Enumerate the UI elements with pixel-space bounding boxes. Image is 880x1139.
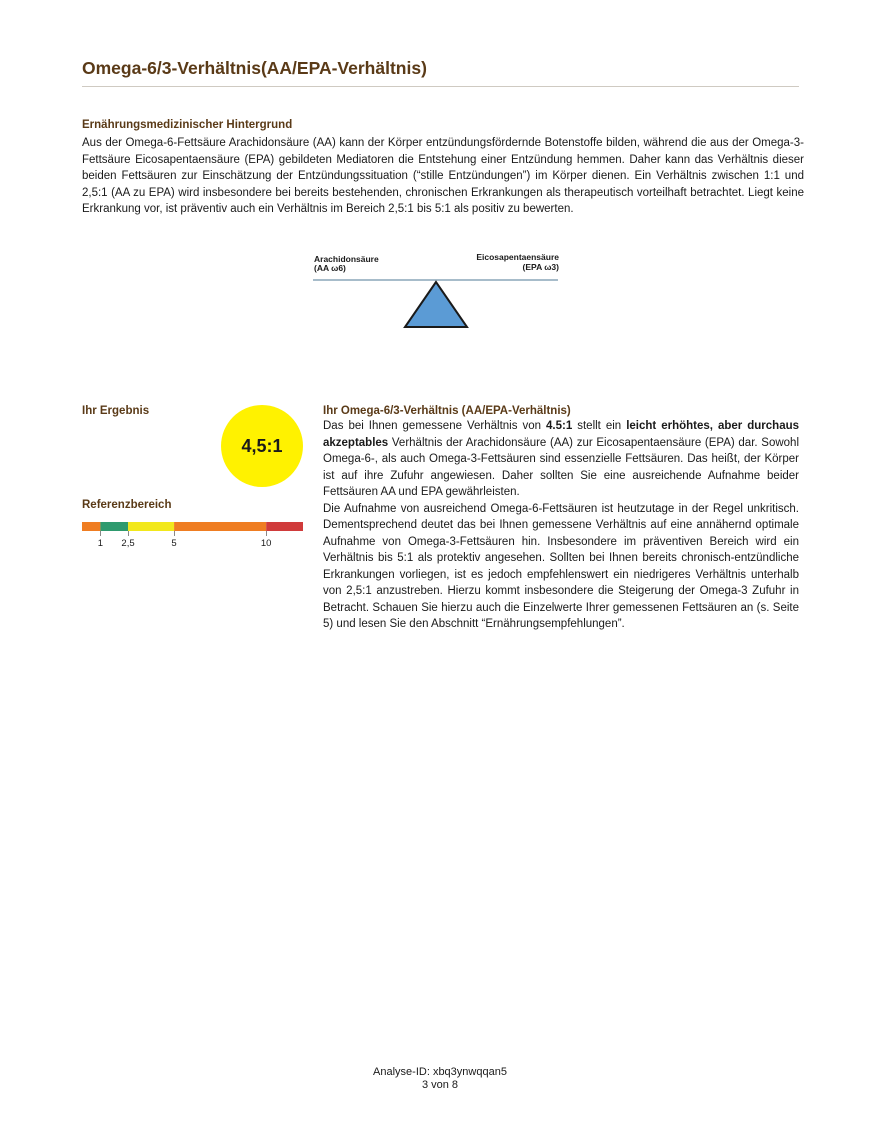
interpretation-paragraph-1 [323,418,799,501]
scale-label-aa-name: Arachidonsäure [314,254,379,264]
reference-segment-1 [82,522,100,531]
reference-tick-label: 1 [97,538,104,549]
reference-range-bar [82,522,303,531]
page-title: Omega-6/3-Verhältnis(AA/EPA-Verhältnis) [82,58,427,78]
reference-tick-label: 5 [171,538,177,549]
result-value-badge [221,405,303,487]
result-heading: Ihr Ergebnis [82,405,150,417]
scale-label-epa [476,253,559,272]
background-heading: Ernährungsmedizinischer Hintergrund [82,119,293,131]
reference-tick-label: 10 [260,538,272,549]
interpretation-measured-value: 4.5:1 [546,420,573,432]
interpretation-text: stellt ein [572,420,627,432]
reference-segment-2 [100,522,128,531]
reference-tick-label: 2,5 [121,538,135,549]
scale-fulcrum [405,282,467,327]
reference-segment-4 [174,522,266,531]
interpretation-heading: Ihr Omega-6/3-Verhältnis (AA/EPA-Verhältnis) [323,405,571,417]
interpretation-paragraph-2: Die Aufnahme von ausreichend Omega-6-Fettsäuren ist heutzutage in der Regel unkritisch. Dementsprechend deutet das bei Ihnen gemessene Verhältnis auf eine annähernd optimale Aufnahme von Omega-3-Fettsäuren hin. Insbesondere im präventiven Bereich wird ein Verhältnis bis 5:1 als protektiv angesehen. Sollten bei Ihnen bereits chronisch-entzündliche Erkrankungen vorliegen, ist es jedoch empfehlenswert ein niedrigeres Verhältnis unterhalb von 2,5:1 anzustreben. Hierzu kommt insbesondere die Steigerung der Omega-3 Zufuhr in Betracht. Schauen Sie hierzu auch die Einzelwerte Ihrer gemessenen Fettsäuren an (s. Seite 5) und lesen Sie den Abschnitt “Ernährungsempfehlungen”. [323,502,799,630]
scale-label-aa [314,255,379,273]
reference-segment-3 [128,522,174,531]
page-footer [0,1066,880,1092]
result-value: 4,5:1 [241,435,283,456]
balance-scale-illustration [310,248,565,334]
page-number: 3 von 8 [421,1079,459,1091]
reference-tick [174,531,175,536]
interpretation-section [323,405,799,633]
title-divider [82,86,799,87]
scale-label-epa-name: Eicosapentaensäure [476,252,559,262]
interpretation-assessment: leicht erhöhtes, aber durchaus akzeptables [323,420,800,449]
scale-label-aa-abbr: (AA ω6) [314,263,346,273]
background-text: Aus der Omega-6-Fettsäure Arachidonsäure (AA) kann der Körper entzündungsfördernde Botenstoffe bilden, während die aus der Omega-3-Fettsäure Eicosapentaensäure (EPA) gebildeten Mediatoren die Entstehung einer Entzündung hemmen. Daher kann das Verhältnis dieser beiden Fettsäuren zur Einschätzung der Entzündungssituation (“stille Entzündungen”) im Körper dienen. Ein Verhältnis zwischen 1:1 und 2,5:1 (AA zu EPA) wird insbesondere bei bereits bestehenden, chronischen Erkrankungen als therapeutisch vorteilhaft betrachtet. Liegt keine Erkrankung vor, ist präventiv auch ein Verhältnis im Bereich 2,5:1 bis 5:1 als positiv zu bewerten. [82,137,804,215]
reference-tick [128,531,129,536]
reference-segment-5 [266,522,303,531]
scale-label-epa-abbr: (EPA ω3) [522,261,559,272]
reference-heading: Referenzbereich [82,499,172,511]
analysis-id: Analyse-ID: xbq3ynwqqan5 [373,1066,507,1078]
reference-range-ticks [82,531,303,553]
interpretation-text: Verhältnis der Arachidonsäure (AA) zur Eicosapentaensäure (EPA) dar. Sowohl Omega-6-, als auch Omega-3-Fettsäuren sind essenzielle Fettsäuren. Das heißt, der Körper ist auf ihre Zufuhr angewiesen. Daher sollten Sie eine ausreichende Aufnahme beider Fettsäuren AA und EPA gewährleisten. [323,436,799,498]
reference-tick [100,531,101,536]
interpretation-text: Das bei Ihnen gemessene Verhältnis von [323,420,547,432]
reference-tick [266,531,267,536]
